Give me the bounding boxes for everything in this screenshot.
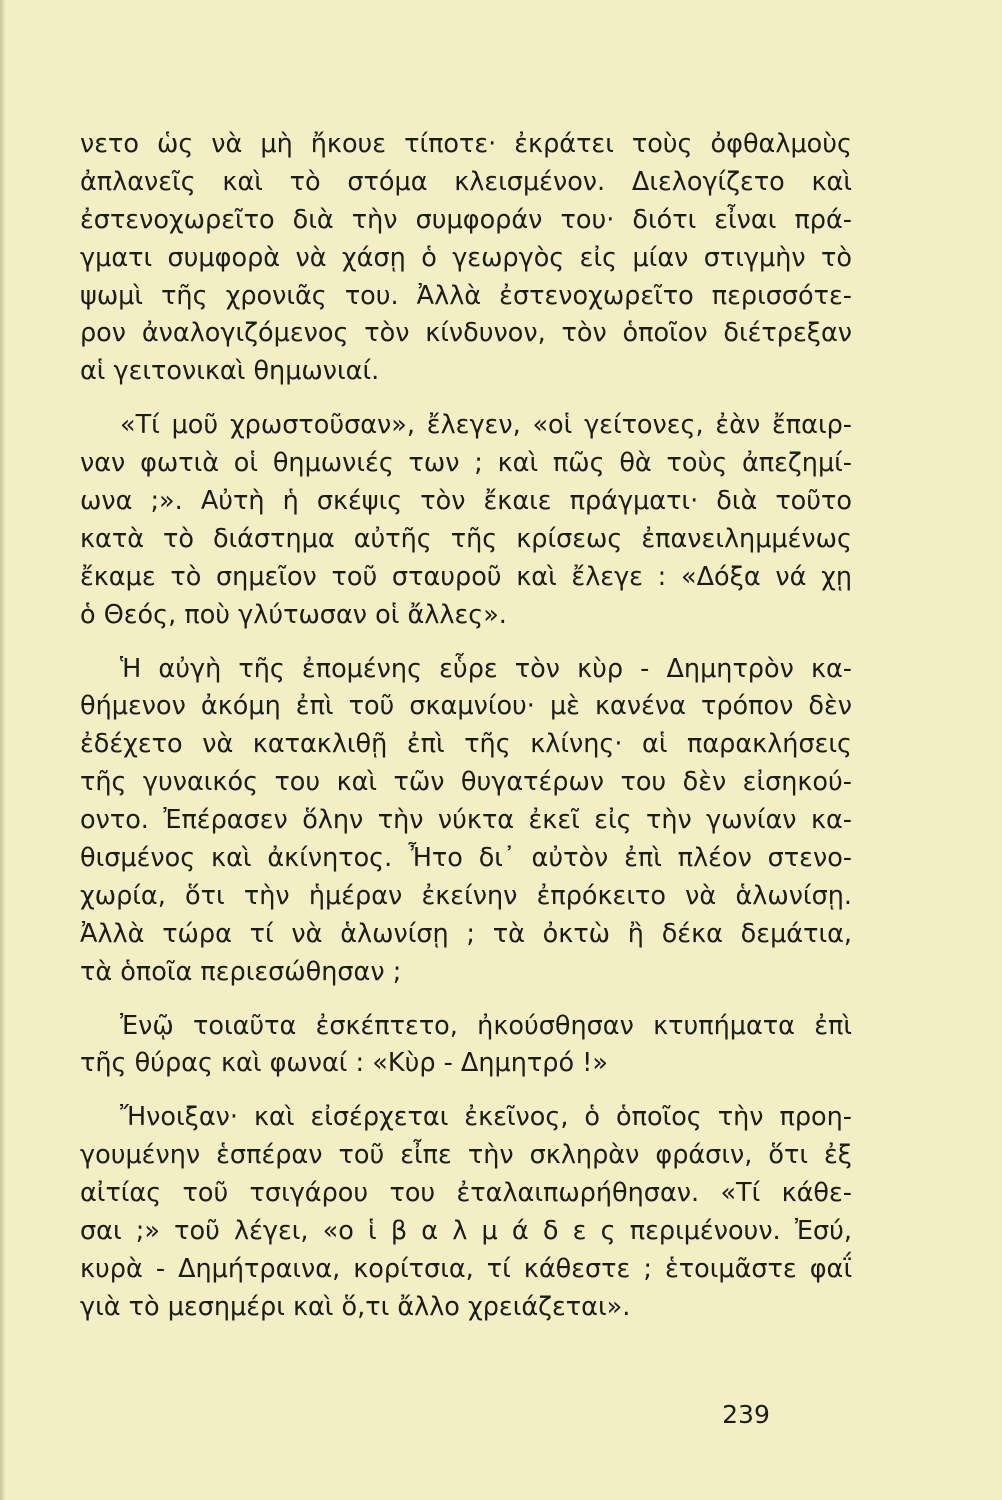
body-text [80,126,852,1327]
text-line: Ἐνῷ τοιαῦτα ἐσκέπτετο, ἠκούσθησαν κτυπήματα ἐπὶ [120,1010,852,1041]
text-line: τῆς θύρας καὶ φωναί : «Κὺρ - Δημητρό !» [80,1048,608,1079]
page-edge-shadow [0,0,6,1500]
text-line: «Τί μοῦ χρωστοῦσαν», ἔλεγεν, «οἱ γείτονες, ἐὰν ἔπαιρ- [120,410,852,441]
paragraph [80,126,852,391]
paragraph [80,407,852,634]
text-line: ρον ἀναλογιζόμενος τὸν κίνδυνον, τὸν ὁποῖον διέτρεξαν [80,318,852,349]
text-line: κατὰ τὸ διάστημα αὐτῆς τῆς κρίσεως ἐπανειλημμένως [80,523,852,554]
paragraph [80,651,852,992]
text-line: αἰτίας τοῦ τσιγάρου του ἐταλαιπωρήθησαν. «Τί κάθε- [80,1178,852,1209]
text-line: χωρία, ὅτι τὴν ἡμέραν ἐκείνην ἐπρόκειτο νὰ ἁλωνίσῃ. [80,880,852,911]
page-number: 239 [722,1400,770,1429]
text-line: ἐστενοχωρεῖτο διὰ τὴν συμφοράν του· διότι εἶναι πρά- [80,204,852,235]
text-line: Ἡ αὐγὴ τῆς ἐπομένης εὗρε τὸν κὺρ - Δημητρὸν κα- [120,653,852,684]
paragraph [80,1099,852,1326]
paragraph-gap [80,391,852,407]
text-line: ἀπλανεῖς καὶ τὸ στόμα κλεισμένον. Διελογίζετο καὶ [80,166,852,197]
text-line: ναν φωτιὰ οἱ θημωνιές των ; καὶ πῶς θὰ τοὺς ἀπεζημί- [80,448,852,479]
text-line: θήμενον ἀκόμη ἐπὶ τοῦ σκαμνίου· μὲ κανένα τρόπον δὲν [80,691,852,722]
text-line: ὁ Θεός, ποὺ γλύτωσαν οἱ ἄλλες». [80,599,507,630]
text-line: Ἀλλὰ τώρα τί νὰ ἁλωνίσῃ ; τὰ ὀκτὼ ἢ δέκα δεμάτια, [80,918,852,949]
text-line: οντο. Ἐπέρασεν ὅλην τὴν νύκτα ἐκεῖ εἰς τὴν γωνίαν κα- [80,805,852,836]
text-line: ωνα ;». Αὐτὴ ἡ σκέψις τὸν ἔκαιε πράγματι· διὰ τοῦτο [80,486,852,517]
paragraph-gap [80,635,852,651]
text-line: σαι ;» τοῦ λέγει, «ο ἱ β α λ μ ά δ ε ς περιμένουν. Ἐσύ, [80,1216,852,1247]
text-line: θισμένος καὶ ἀκίνητος. Ἦτο δι᾽ αὐτὸν ἐπὶ πλέον στενο- [80,843,852,874]
text-line: Ἤνοιξαν· καὶ εἰσέρχεται ἐκεῖνος, ὁ ὁποῖος τὴν προη- [120,1102,852,1133]
text-line: τὰ ὁποῖα περιεσώθησαν ; [80,956,402,987]
text-line: γουμένην ἑσπέραν τοῦ εἶπε τὴν σκληρὰν φράσιν, ὅτι ἐξ [80,1140,852,1171]
text-line: γιὰ τὸ μεσημέρι καὶ ὅ,τι ἄλλο χρειάζεται». [80,1291,631,1322]
text-line: ἔκαμε τὸ σημεῖον τοῦ σταυροῦ καὶ ἔλεγε : «Δόξα νά χῃ [80,561,852,592]
text-line: νετο ὡς νὰ μὴ ἤκουε τίποτε· ἐκράτει τοὺς ὀφθαλμοὺς [80,129,852,159]
text-line: ψωμὶ τῆς χρονιᾶς του. Ἀλλὰ ἐστενοχωρεῖτο περισσότε- [80,280,852,311]
text-line: κυρὰ - Δημήτραινα, κορίτσια, τί κάθεστε ; ἑτοιμᾶστε φαΐ [80,1253,852,1284]
paragraph-gap [80,1083,852,1099]
paragraph-gap [80,992,852,1008]
text-line: τῆς γυναικός του καὶ τῶν θυγατέρων του δὲν εἰσηκού- [80,767,852,798]
paragraph [80,1008,852,1084]
text-line: γματι συμφορὰ νὰ χάσῃ ὁ γεωργὸς εἰς μίαν στιγμὴν τὸ [80,242,852,273]
text-line: αἱ γειτονικαὶ θημωνιαί. [80,356,380,387]
text-line: ἐδέχετο νὰ κατακλιθῇ ἐπὶ τῆς κλίνης· αἱ παρακλήσεις [80,729,852,760]
